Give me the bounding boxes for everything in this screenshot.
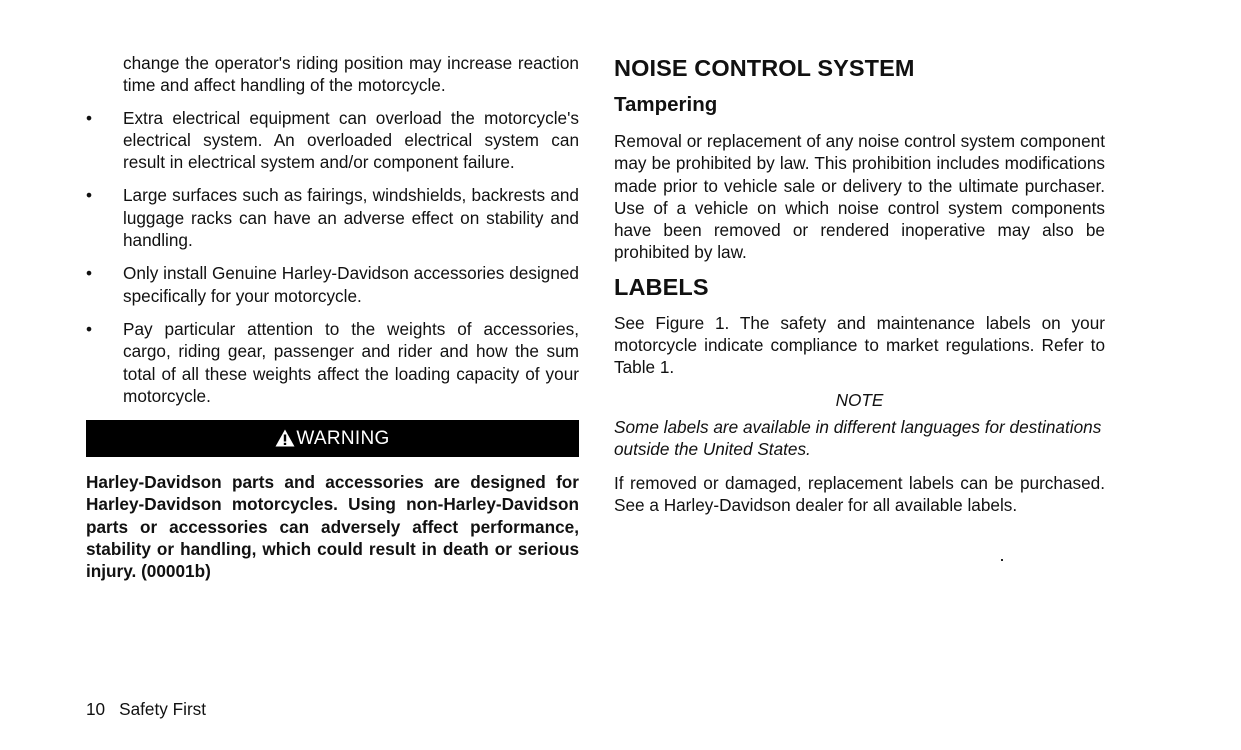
continuation-paragraph: change the operator's riding position may increase reaction time and affect handling of the motorcycle.: [123, 53, 579, 96]
bullet-icon: •: [86, 318, 93, 339]
accessory-bullet-list: [86, 107, 579, 408]
print-speck: [1001, 559, 1003, 561]
bullet-icon: •: [86, 185, 93, 206]
list-item-text: Large surfaces such as fairings, windshields, backrests and luggage racks can have an adverse effect on stability and handling.: [123, 185, 579, 251]
list-item: [86, 107, 579, 174]
labels-heading: LABELS: [614, 273, 709, 300]
warning-banner: [86, 420, 579, 457]
noise-control-heading: NOISE CONTROL SYSTEM: [614, 55, 915, 81]
warning-text: Harley-Davidson parts and accessories are designed for Harley-Davidson motorcycles. Using non-Harley-Davidson parts or accessories can adversely affect performance, stability or handling, which could result in death or serious injury. (00001b): [86, 472, 579, 582]
note-text: Some labels are available in different languages for destinations outside the United States.: [614, 416, 1102, 460]
left-column: [86, 52, 579, 583]
bullet-icon: •: [86, 263, 93, 284]
bullet-icon: •: [86, 107, 93, 128]
page-number: 10: [86, 699, 106, 719]
list-item: [86, 262, 579, 307]
list-item-text: Extra electrical equipment can overload the motorcycle's electrical system. An overloaded electrical system can result in electrical system and/or component failure.: [123, 107, 579, 173]
note-title: NOTE: [835, 389, 884, 410]
tampering-paragraph: Removal or replacement of any noise control system component may be prohibited by law. This prohibition includes modifications made prior to vehicle sale or delivery to the ultimate purchaser. Use of a vehicle on which noise control system components have been removed or rendered inoperative may also be prohibited by law.: [614, 131, 1105, 263]
list-item-text: Only install Genuine Harley-Davidson accessories designed specifically for your motorcycle.: [123, 263, 579, 306]
list-item: [86, 184, 579, 251]
section-name: Safety First: [119, 699, 207, 719]
tampering-heading: Tampering: [614, 93, 718, 116]
warning-triangle-icon: [275, 429, 295, 447]
warning-label: WARNING: [296, 427, 390, 449]
right-column: [614, 52, 1105, 526]
page-footer: [86, 698, 220, 720]
list-item: [86, 318, 579, 407]
list-item-text: Pay particular attention to the weights of accessories, cargo, riding gear, passenger and rider and how the sum total of all these weights affect the loading capacity of your motorcycle.: [123, 318, 579, 406]
replacement-paragraph: If removed or damaged, replacement labels can be purchased. See a Harley-Davidson dealer for all available labels.: [614, 472, 1105, 515]
labels-paragraph: See Figure 1. The safety and maintenance labels on your motorcycle indicate compliance to market regulations. Refer to Table 1.: [614, 312, 1105, 378]
